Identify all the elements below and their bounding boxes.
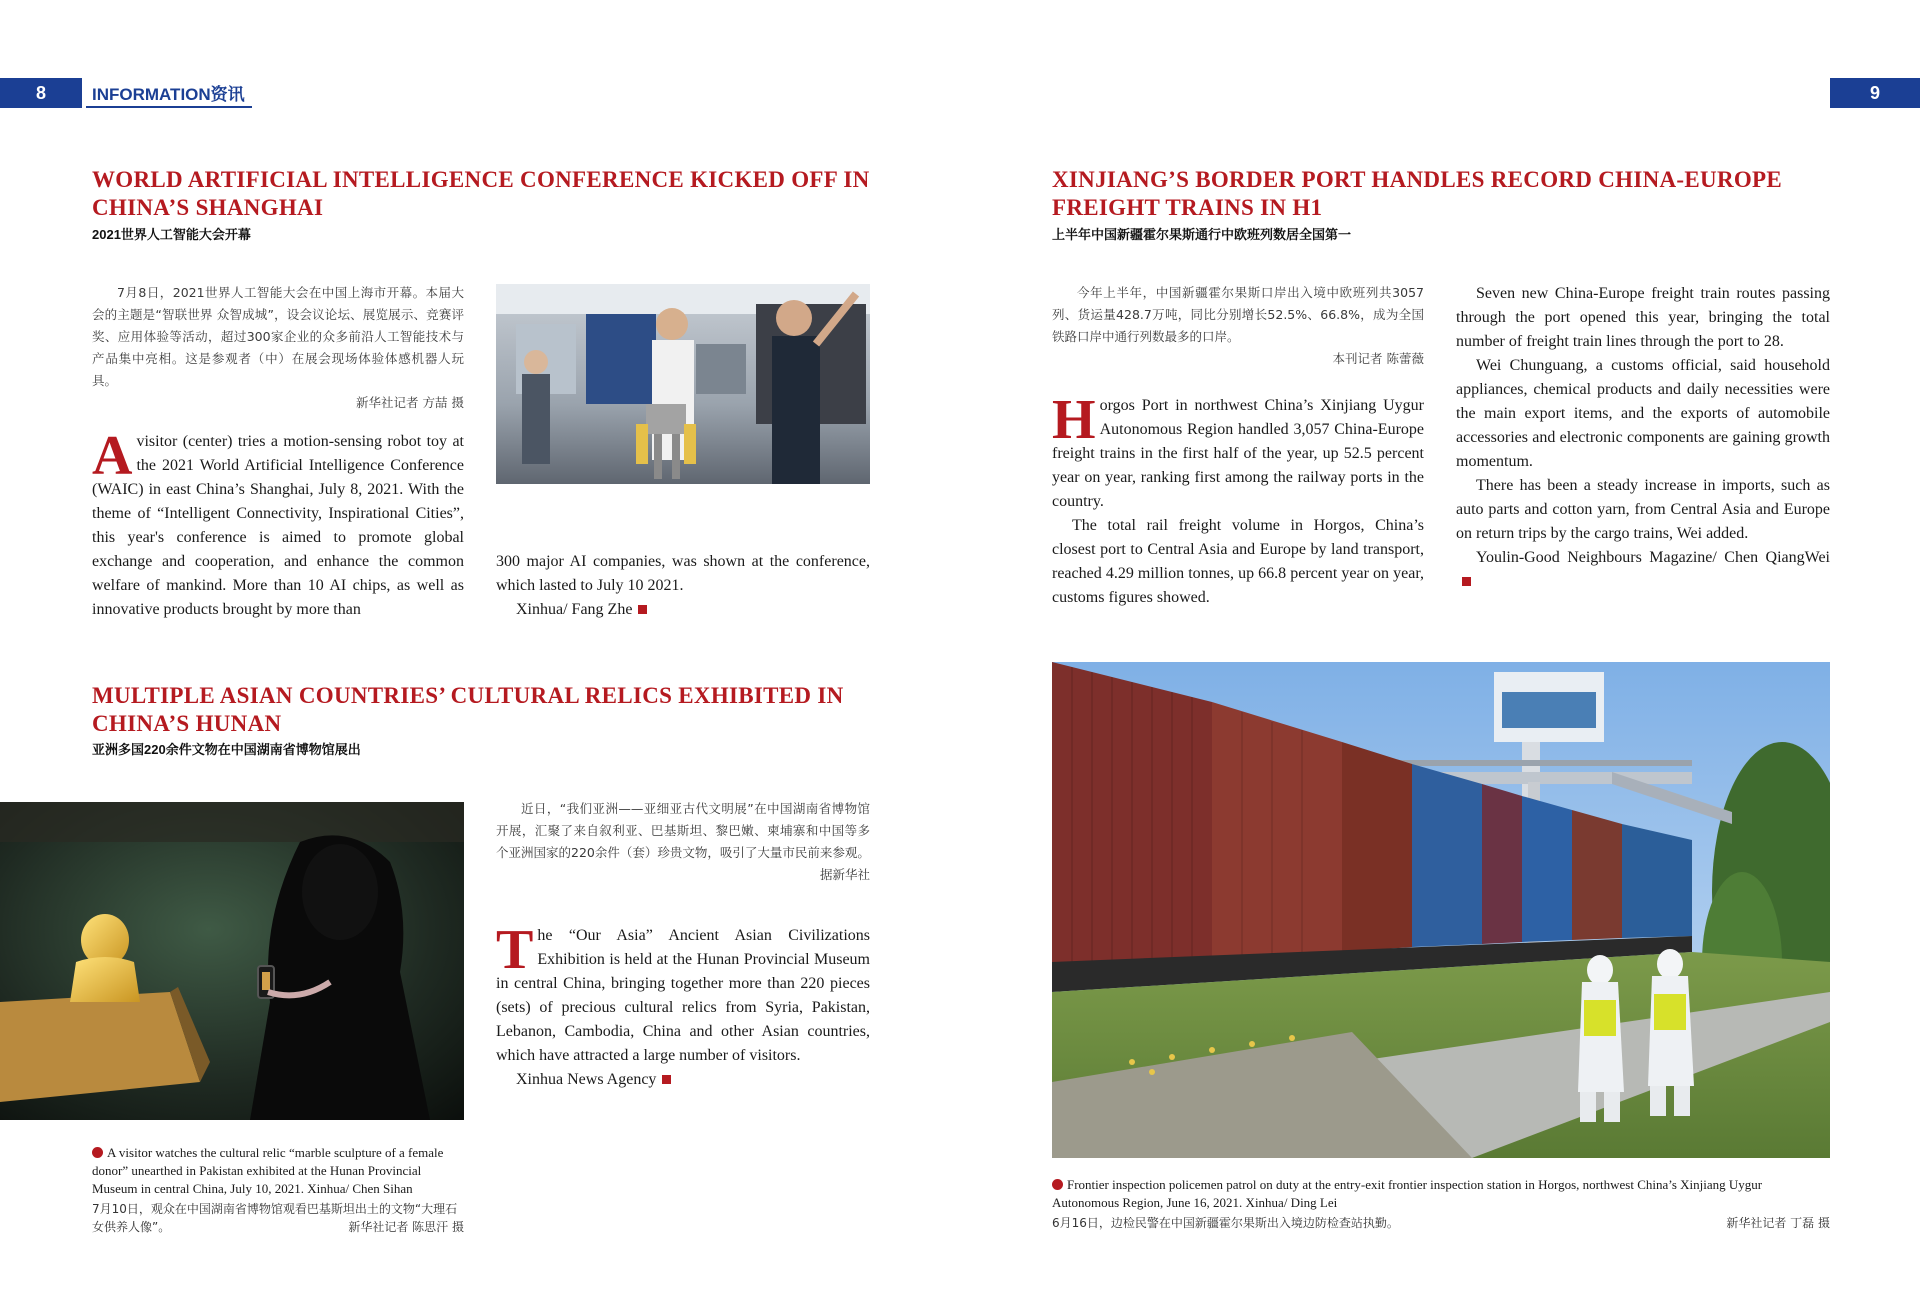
ai-subhead: 2021世界人工智能大会开幕 <box>92 227 251 242</box>
ai-headline: WORLD ARTIFICIAL INTELLIGENCE CONFERENCE KICKED OFF IN CHINA’S SHANGHAI <box>92 167 870 220</box>
xinjiang-en-col2: Seven new China-Europe freight train routes passing through the port opened this year, bringing the total number of freight train lines through the port to 28. Wei Chunguang, a customs official, said household appliances, chemical products and daily necessities were the main export items, and the exports of automobile accessories and electronic components are gaining growth momentum. There has been a steady increase in imports, such as auto parts and cotton yarn, from Central Asia and Europe on return trips by the cargo trains, Wei added. Youlin-Good Neighbours Magazine/ Chen QiangWei <box>1456 282 1830 594</box>
ai-cn-text: 7月8日，2021世界人工智能大会在中国上海市开幕。本届大会的主题是“智联世界 众智成城”，设会议论坛、展览展示、竞赛评奖、应用体验等活动，超过300家企业的众多前沿人工智能技术与产品集中亮相。这是参观者（中）在展会现场体验体感机器人玩具。 新华社记者 方喆 摄 <box>92 282 464 414</box>
caption-icon <box>92 1147 103 1158</box>
ai-cn-byline: 新华社记者 方喆 摄 <box>356 395 464 410</box>
relics-en-text: The “Our Asia” Ancient Asian Civilizations Exhibition is held at the Hunan Provincial Museum in central China, bringing together more than 220 pieces (sets) of precious cultural relics from Syria, Pakistan, Lebanon, Cambodia, China and other Asian countries, which have attracted a large number of visitors. Xinhua News Agency <box>496 919 870 1088</box>
xinjiang-en-col1: Horgos Port in northwest China’s Xinjiang Uygur Autonomous Region handled 3,057 China-Europe freight trains in the first half of the year, up 52.5 percent year on year, ranking first among the railway ports in the country. The total rail freight volume in Horgos, China’s closest port to Central Asia and Europe by land transport, reached 4.29 million tonnes, up 66.8 percent year on year, customs figures showed. <box>1052 389 1424 606</box>
ai-conference-photo <box>496 284 870 484</box>
relics-cn-byline: 据新华社 <box>819 867 870 882</box>
right-page-number: 9 <box>1830 78 1920 108</box>
xinjiang-headline: XINJIANG’S BORDER PORT HANDLES RECORD CHINA-EUROPE FREIGHT TRAINS IN H1 <box>1052 167 1783 220</box>
relics-subhead: 亚洲多国220余件文物在中国湖南省博物馆展出 <box>92 742 361 757</box>
xinjiang-cn-byline: 本刊记者 陈蕾薇 <box>1332 351 1424 366</box>
relics-caption-cn-byline: 新华社记者 陈思汗 摄 <box>348 1220 464 1234</box>
relics-dropcap: T <box>496 919 534 981</box>
end-mark-icon <box>638 605 647 614</box>
freight-train-photo <box>1052 662 1830 1158</box>
relics-cn-text: 近日，“我们亚洲——亚细亚古代文明展”在中国湖南省博物馆开展，汇聚了来自叙利亚、巴基斯坦、黎巴嫩、柬埔寨和中国等多个亚洲国家的220余件（套）珍贵文物，吸引了大量市民前来参观。 据新华社 <box>496 798 870 886</box>
xinjiang-caption-cn: 6月16日，边检民警在中国新疆霍尔果斯出入境边防检查站执勤。 新华社记者 丁磊 摄 <box>1052 1216 1830 1230</box>
xinjiang-dropcap: H <box>1052 389 1096 451</box>
ai-en-col2: 300 major AI companies, was shown at the conference, which lasted to July 10 2021. Xinhua/ Fang Zhe <box>496 553 870 618</box>
caption-icon <box>1052 1179 1063 1190</box>
xinjiang-caption-cn-byline: 新华社记者 丁磊 摄 <box>1726 1216 1830 1230</box>
relics-caption-cn: 7月10日，观众在中国湖南省博物馆观看巴基斯坦出土的文物“大理石女供养人像”。 新华社记者 陈思汗 摄 <box>92 1202 464 1234</box>
relics-headline: MULTIPLE ASIAN COUNTRIES’ CULTURAL RELICS EXHIBITED IN CHINA’S HUNAN <box>92 683 844 736</box>
end-mark-icon <box>1462 577 1471 586</box>
end-mark-icon <box>662 1075 671 1084</box>
xinjiang-subhead: 上半年中国新疆霍尔果斯通行中欧班列数居全国第一 <box>1052 227 1352 242</box>
ai-credit: Xinhua/ Fang Zhe <box>516 601 633 618</box>
section-label: INFORMATION资讯 <box>86 78 252 108</box>
relics-credit: Xinhua News Agency <box>516 1071 657 1088</box>
ai-en-col1: Avisitor (center) tries a motion-sensing robot toy at the 2021 World Artificial Intelligence Conference (WAIC) in east China’s Shanghai, July 8, 2021. With the theme of “Intelligent Connectivity, Inspirational Cities”, this year's conference is aimed to promote global exchange and cooperation, and enhance the common welfare of mankind. More than 10 AI chips, as well as innovative products brought by more than <box>92 425 464 618</box>
xinjiang-cn-text: 今年上半年，中国新疆霍尔果斯口岸出入境中欧班列共3057列、货运量428.7万吨，同比分别增长52.5%、66.8%，成为全国铁路口岸中通行列数最多的口岸。 本刊记者 陈蕾薇 <box>1052 282 1424 370</box>
xinjiang-credit: Youlin-Good Neighbours Magazine/ Chen QiangWei <box>1476 549 1830 566</box>
museum-photo <box>0 802 464 1120</box>
xinjiang-caption-en: Frontier inspection policemen patrol on duty at the entry-exit frontier inspection station in Horgos, northwest China’s Xinjiang Uygur Autonomous Region, June 16, 2021. Xinhua/ Ding Lei <box>1052 1177 1763 1210</box>
left-page-number: 8 <box>0 78 82 108</box>
relics-caption-en: A visitor watches the cultural relic “marble sculpture of a female donor” unearthed in Pakistan exhibited at the Hunan Provincial Museum in central China, July 10, 2021. Xinhua/ Chen Sihan <box>92 1145 444 1196</box>
ai-dropcap: A <box>92 425 133 487</box>
